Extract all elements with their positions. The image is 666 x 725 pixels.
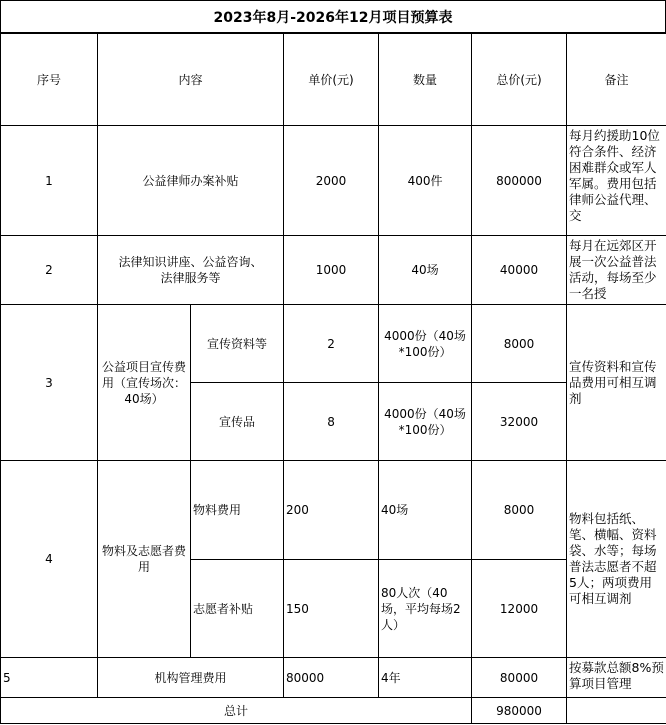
row2-seq: 2: [1, 236, 98, 305]
footer-remark-empty: [567, 698, 666, 724]
row3b-unit-price: 8: [284, 383, 379, 461]
row3-content: 公益项目宣传费用（宣传场次：40场）: [98, 305, 191, 461]
row4a-total: 8000: [472, 461, 567, 560]
table-row: [1, 126, 666, 236]
row1-total: 800000: [472, 126, 567, 236]
row5-seq: 5: [1, 658, 98, 698]
row1-seq: 1: [1, 126, 98, 236]
row1-remark-text: 每月约援助10位符合条件、经济困难群众或军人军属。费用包括律师公益代理、交: [569, 128, 660, 223]
budget-table: [0, 33, 666, 724]
row3b-total: 32000: [472, 383, 567, 461]
row2-remark-text: 每月在远郊区开展一次公益普法活动，每场至少一名授: [569, 238, 657, 301]
row4a-item: 物料费用: [191, 461, 284, 560]
row3a-total: 8000: [472, 305, 567, 383]
row3a-item: 宣传资料等: [191, 305, 284, 383]
footer-total: 980000: [472, 698, 567, 724]
row3b-item: 宣传品: [191, 383, 284, 461]
row3a-quantity: 4000份（40场*100份）: [379, 305, 472, 383]
row4-content: 物料及志愿者费用: [98, 461, 191, 658]
row3b-quantity: 4000份（40场*100份）: [379, 383, 472, 461]
table-row: [1, 658, 666, 698]
row3a-unit-price: 2: [284, 305, 379, 383]
row4b-unit-price: 150: [284, 560, 379, 658]
row3-seq: 3: [1, 305, 98, 461]
row1-quantity: 400件: [379, 126, 472, 236]
footer-label: 总计: [1, 698, 472, 724]
header-quantity: 数量: [379, 34, 472, 126]
row5-unit-price: 80000: [284, 658, 379, 698]
header-total-price: 总价(元): [472, 34, 567, 126]
row5-quantity: 4年: [379, 658, 472, 698]
row5-remark: [567, 658, 666, 698]
table-header-row: [1, 34, 666, 126]
table-row: [1, 305, 666, 383]
row4-seq: 4: [1, 461, 98, 658]
row4b-total: 12000: [472, 560, 567, 658]
row2-quantity: 40场: [379, 236, 472, 305]
page-title: 2023年8月-2026年12月项目预算表: [0, 0, 666, 33]
row4-remark: 物料包括纸、笔、横幅、资料袋、水等；每场普法志愿者不超5人；两项费用可相互调剂: [567, 461, 666, 658]
row1-content: 公益律师办案补贴: [98, 126, 284, 236]
row3-remark: 宣传资料和宣传品费用可相互调剂: [567, 305, 666, 461]
row2-content: [98, 236, 284, 305]
row1-unit-price: 2000: [284, 126, 379, 236]
row4a-unit-price: 200: [284, 461, 379, 560]
row4a-quantity: 40场: [379, 461, 472, 560]
row5-content: 机构管理费用: [98, 658, 284, 698]
header-unit-price: 单价(元): [284, 34, 379, 126]
table-footer-row: [1, 698, 666, 724]
row5-total: 80000: [472, 658, 567, 698]
header-content: 内容: [98, 34, 284, 126]
table-row: [1, 461, 666, 560]
header-seq: 序号: [1, 34, 98, 126]
row2-remark: [567, 236, 666, 305]
row4b-item: 志愿者补贴: [191, 560, 284, 658]
row2-unit-price: 1000: [284, 236, 379, 305]
row1-remark: [567, 126, 666, 236]
header-remark: 备注: [567, 34, 666, 126]
row2-total: 40000: [472, 236, 567, 305]
table-row: [1, 236, 666, 305]
row4b-quantity: 80人次（40场，平均每场2人）: [379, 560, 472, 658]
row2-content-text: 法律知识讲座、公益咨询、法律服务等: [118, 255, 263, 285]
row5-remark-text: 按募款总额8%预算项目管理: [569, 660, 664, 691]
